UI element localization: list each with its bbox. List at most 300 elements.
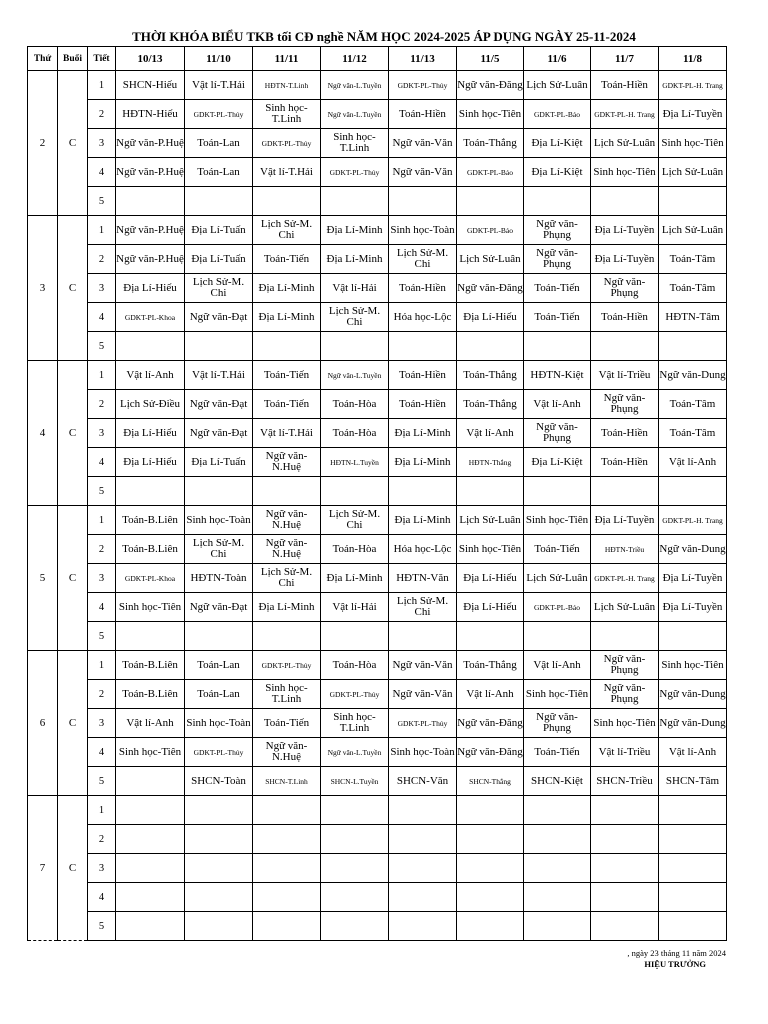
lesson-cell: Toán-Thắng (457, 361, 524, 390)
lesson-cell: Vật lí-Hải (321, 274, 389, 303)
lesson-cell: SHCN-L.Tuyền (321, 767, 389, 796)
period-cell: 1 (88, 71, 116, 100)
period-cell: 5 (88, 332, 116, 361)
lesson-cell (524, 883, 591, 912)
lesson-cell: Sinh học-Tiên (524, 680, 591, 709)
session-cell: C (58, 796, 88, 941)
lesson-cell (457, 187, 524, 216)
lesson-cell: Sinh học-Tiên (524, 506, 591, 535)
lesson-cell: Toán-Tâm (659, 245, 727, 274)
period-cell: 5 (88, 187, 116, 216)
lesson-cell: Lịch Sử-Luân (457, 506, 524, 535)
lesson-cell: Toán-Tâm (659, 390, 727, 419)
lesson-cell: GDKT-PL-Bảo (524, 593, 591, 622)
lesson-cell: Toán-Hiền (389, 361, 457, 390)
period-cell: 2 (88, 825, 116, 854)
lesson-cell: Toán-B.Liên (116, 535, 185, 564)
lesson-cell: HĐTN-Thắng (457, 448, 524, 477)
lesson-cell: Ngữ văn-Phụng (591, 651, 659, 680)
lesson-cell: GDKT-PL-H. Trang (659, 71, 727, 100)
lesson-row (28, 564, 727, 593)
period-cell: 3 (88, 419, 116, 448)
lesson-cell (321, 912, 389, 941)
lesson-cell: HĐTN-Toàn (185, 564, 253, 593)
lesson-cell: Toán-Thắng (457, 129, 524, 158)
lesson-cell: Toán-Hiền (389, 100, 457, 129)
lesson-cell (457, 825, 524, 854)
period-cell: 5 (88, 912, 116, 941)
lesson-cell: Toán-Hiền (389, 274, 457, 303)
lesson-row (28, 71, 727, 100)
lesson-cell: Địa Lí-Hiếu (457, 564, 524, 593)
lesson-cell: Toán-Tiến (524, 303, 591, 332)
lesson-cell (524, 622, 591, 651)
period-cell: 5 (88, 477, 116, 506)
header-class: 11/11 (253, 47, 321, 71)
lesson-cell (457, 477, 524, 506)
lesson-cell: Toán-Tiến (253, 390, 321, 419)
lesson-row (28, 506, 727, 535)
lesson-cell: Toán-Tâm (659, 419, 727, 448)
lesson-cell: Vật lí-Triều (591, 361, 659, 390)
session-cell: C (58, 361, 88, 506)
lesson-cell (116, 622, 185, 651)
lesson-cell (116, 332, 185, 361)
lesson-cell (591, 796, 659, 825)
lesson-cell: Toán-Tiến (253, 361, 321, 390)
lesson-cell: GDKT-PL-Thủy (185, 738, 253, 767)
lesson-cell: Ngữ văn-Đăng (457, 738, 524, 767)
lesson-cell: Toán-Tiến (253, 245, 321, 274)
lesson-cell (321, 825, 389, 854)
lesson-cell: HĐTN-Văn (389, 564, 457, 593)
lesson-cell: Vật lí-Anh (524, 651, 591, 680)
lesson-row (28, 912, 727, 941)
lesson-cell (321, 854, 389, 883)
lesson-cell (591, 883, 659, 912)
lesson-cell: Ngữ văn-Phụng (591, 680, 659, 709)
lesson-cell: Địa Lí-Kiệt (524, 448, 591, 477)
period-cell: 3 (88, 129, 116, 158)
lesson-cell (116, 767, 185, 796)
lesson-cell (524, 854, 591, 883)
lesson-cell (389, 796, 457, 825)
lesson-cell: Toán-Tiến (524, 738, 591, 767)
lesson-cell: Ngữ văn-N.Huệ (253, 448, 321, 477)
lesson-cell: SHCN-Tâm (659, 767, 727, 796)
header-row (28, 47, 727, 71)
lesson-cell: Ngữ văn-Đạt (185, 419, 253, 448)
lesson-cell: Sinh học-Tiên (591, 158, 659, 187)
lesson-row (28, 332, 727, 361)
lesson-cell: Địa Lí-Tuyền (659, 564, 727, 593)
lesson-cell: Toán-Hòa (321, 390, 389, 419)
lesson-row (28, 651, 727, 680)
lesson-row (28, 709, 727, 738)
lesson-cell (457, 912, 524, 941)
lesson-cell: Vật lí-Anh (659, 738, 727, 767)
lesson-cell: Địa Lí-Minh (389, 419, 457, 448)
lesson-cell: Địa Lí-Kiệt (524, 158, 591, 187)
lesson-cell: Lịch Sử-M. Chi (321, 303, 389, 332)
lesson-cell: Địa Lí-Tuấn (185, 216, 253, 245)
period-cell: 2 (88, 680, 116, 709)
session-cell: C (58, 651, 88, 796)
lesson-row (28, 158, 727, 187)
lesson-cell: HĐTN-L.Tuyền (321, 448, 389, 477)
lesson-cell: Lịch Sử-Luân (659, 158, 727, 187)
period-cell: 4 (88, 738, 116, 767)
lesson-cell: Địa Lí-Minh (253, 303, 321, 332)
lesson-cell: Lịch Sử-M. Chi (389, 593, 457, 622)
lesson-cell: SHCN-T.Linh (253, 767, 321, 796)
lesson-row (28, 274, 727, 303)
header-period: Tiết (88, 47, 116, 71)
period-cell: 2 (88, 390, 116, 419)
lesson-cell (659, 477, 727, 506)
lesson-row (28, 680, 727, 709)
lesson-cell (659, 187, 727, 216)
lesson-row (28, 622, 727, 651)
lesson-cell: GDKT-PL-Bảo (524, 100, 591, 129)
lesson-cell (321, 796, 389, 825)
lesson-cell (116, 912, 185, 941)
lesson-cell: Ngữ văn-N.Huệ (253, 535, 321, 564)
lesson-cell (253, 854, 321, 883)
lesson-cell (659, 796, 727, 825)
lesson-cell (659, 825, 727, 854)
lesson-cell: Ngữ văn-Phụng (591, 390, 659, 419)
lesson-cell: Sinh học-Tiên (659, 129, 727, 158)
day-cell: 7 (28, 796, 58, 941)
lesson-cell: Toán-Hiền (389, 390, 457, 419)
lesson-cell: Toán-Tiến (524, 535, 591, 564)
lesson-cell: Địa Lí-Minh (389, 506, 457, 535)
lesson-cell: Vật lí-T.Hải (253, 419, 321, 448)
lesson-row (28, 390, 727, 419)
lesson-cell (389, 477, 457, 506)
lesson-cell (457, 332, 524, 361)
lesson-cell: Địa Lí-Minh (321, 564, 389, 593)
lesson-cell: GDKT-PL-Thủy (185, 100, 253, 129)
lesson-cell (116, 883, 185, 912)
lesson-cell: Sinh học-T.Linh (321, 129, 389, 158)
period-cell: 2 (88, 535, 116, 564)
lesson-cell (185, 796, 253, 825)
lesson-cell (321, 477, 389, 506)
lesson-cell (185, 883, 253, 912)
lesson-cell: Ngữ văn-Phụng (524, 216, 591, 245)
lesson-cell (659, 332, 727, 361)
lesson-cell: SHCN-Toàn (185, 767, 253, 796)
lesson-cell: Ngữ văn-Phụng (524, 709, 591, 738)
lesson-cell: Vật lí-Anh (457, 680, 524, 709)
lesson-cell: Toán-Lan (185, 129, 253, 158)
lesson-row (28, 245, 727, 274)
lesson-row (28, 883, 727, 912)
lesson-cell: SHCN-Văn (389, 767, 457, 796)
lesson-row (28, 361, 727, 390)
lesson-cell: Sinh học-Tiên (116, 593, 185, 622)
lesson-cell: Sinh học-T.Linh (253, 100, 321, 129)
lesson-cell (659, 883, 727, 912)
lesson-cell: Ngữ văn-Văn (389, 129, 457, 158)
lesson-cell: Sinh học-Toàn (185, 709, 253, 738)
lesson-cell: GDKT-PL-Thủy (253, 129, 321, 158)
lesson-cell: GDKT-PL-Bảo (457, 216, 524, 245)
lesson-cell: Toán-B.Liên (116, 651, 185, 680)
lesson-cell: Hóa học-Lộc (389, 303, 457, 332)
lesson-cell: Ngữ văn-Đăng (457, 709, 524, 738)
lesson-cell: Toán-Hiền (591, 303, 659, 332)
period-cell: 4 (88, 593, 116, 622)
lesson-cell (116, 187, 185, 216)
lesson-cell (253, 477, 321, 506)
period-cell: 4 (88, 448, 116, 477)
lesson-cell: Ngữ văn-Văn (389, 651, 457, 680)
lesson-cell: Ngữ văn-Đạt (185, 593, 253, 622)
lesson-cell: Lịch Sử-Luân (659, 216, 727, 245)
lesson-cell: Toán-Tiến (253, 709, 321, 738)
lesson-cell: Sinh học-T.Linh (253, 680, 321, 709)
lesson-cell: Lịch Sử-M. Chi (185, 274, 253, 303)
lesson-cell: Lịch Sử-Luân (457, 245, 524, 274)
lesson-cell: Địa Lí-Hiếu (457, 303, 524, 332)
lesson-cell: Địa Lí-Hiếu (116, 274, 185, 303)
header-class: 11/6 (524, 47, 591, 71)
lesson-cell (253, 796, 321, 825)
lesson-cell: Toán-Lan (185, 158, 253, 187)
lesson-row (28, 129, 727, 158)
lesson-cell: SHCN-Kiệt (524, 767, 591, 796)
lesson-cell: Địa Lí-Hiếu (116, 419, 185, 448)
header-session: Buổi (58, 47, 88, 71)
lesson-cell: Địa Lí-Minh (253, 274, 321, 303)
header-day: Thứ (28, 47, 58, 71)
period-cell: 3 (88, 274, 116, 303)
lesson-row (28, 303, 727, 332)
lesson-row (28, 854, 727, 883)
lesson-row (28, 477, 727, 506)
lesson-cell: GDKT-PL-Thủy (321, 680, 389, 709)
lesson-cell (524, 796, 591, 825)
period-cell: 4 (88, 158, 116, 187)
lesson-cell (524, 825, 591, 854)
lesson-cell (321, 622, 389, 651)
lesson-row (28, 825, 727, 854)
lesson-cell: Ngữ văn-L.Tuyền (321, 361, 389, 390)
lesson-row (28, 448, 727, 477)
lesson-cell: Địa Lí-Hiếu (457, 593, 524, 622)
header-class: 11/12 (321, 47, 389, 71)
lesson-cell: Toán-Thắng (457, 390, 524, 419)
lesson-cell (116, 825, 185, 854)
period-cell: 1 (88, 216, 116, 245)
period-cell: 5 (88, 622, 116, 651)
lesson-cell: Địa Lí-Minh (389, 448, 457, 477)
signatory-title: HIỆU TRƯỞNG (644, 959, 706, 969)
lesson-cell (253, 825, 321, 854)
lesson-cell: GDKT-PL-Thủy (253, 651, 321, 680)
lesson-row (28, 419, 727, 448)
lesson-cell: GDKT-PL-Thủy (389, 71, 457, 100)
lesson-cell: GDKT-PL-Thủy (321, 158, 389, 187)
day-cell: 6 (28, 651, 58, 796)
timetable-body (28, 71, 727, 941)
lesson-cell: SHCN-Hiếu (116, 71, 185, 100)
lesson-cell: Toán-Hòa (321, 651, 389, 680)
lesson-cell: Hóa học-Lộc (389, 535, 457, 564)
day-cell: 3 (28, 216, 58, 361)
lesson-cell: Địa Lí-Minh (321, 245, 389, 274)
lesson-cell (321, 187, 389, 216)
lesson-cell (116, 477, 185, 506)
header-class: 11/13 (389, 47, 457, 71)
lesson-cell: Ngữ văn-Dung (659, 680, 727, 709)
lesson-cell: Toán-Hiền (591, 419, 659, 448)
lesson-cell (253, 883, 321, 912)
lesson-cell (389, 883, 457, 912)
lesson-cell: Ngữ văn-Đạt (185, 303, 253, 332)
lesson-cell: Lịch Sử-Luân (591, 593, 659, 622)
lesson-cell (185, 187, 253, 216)
lesson-cell: Lịch Sử-M. Chi (321, 506, 389, 535)
period-cell: 3 (88, 854, 116, 883)
lesson-cell: Ngữ văn-P.Huệ (116, 245, 185, 274)
lesson-cell: GDKT-PL-Bảo (457, 158, 524, 187)
lesson-cell: Sinh học-T.Linh (321, 709, 389, 738)
lesson-cell (321, 332, 389, 361)
period-cell: 2 (88, 245, 116, 274)
lesson-cell: SHCN-Thắng (457, 767, 524, 796)
day-cell: 5 (28, 506, 58, 651)
lesson-cell: GDKT-PL-H. Trang (659, 506, 727, 535)
lesson-cell: Ngữ văn-Đăng (457, 71, 524, 100)
lesson-cell: Địa Lí-Tuyền (591, 216, 659, 245)
lesson-cell (185, 622, 253, 651)
lesson-cell: Lịch Sử-M. Chi (389, 245, 457, 274)
lesson-cell: Lịch Sử-M. Chi (185, 535, 253, 564)
lesson-row (28, 187, 727, 216)
lesson-cell: Ngữ văn-P.Huệ (116, 216, 185, 245)
lesson-cell (524, 187, 591, 216)
lesson-cell: Toán-Tiến (524, 274, 591, 303)
lesson-cell: GDKT-PL-Thủy (389, 709, 457, 738)
lesson-cell (185, 477, 253, 506)
lesson-cell: GDKT-PL-H. Trang (591, 100, 659, 129)
lesson-cell (253, 622, 321, 651)
lesson-cell: GDKT-PL-Khoa (116, 564, 185, 593)
lesson-cell: Vật lí-Hải (321, 593, 389, 622)
period-cell: 2 (88, 100, 116, 129)
lesson-cell: Sinh học-Tiên (457, 100, 524, 129)
lesson-cell: Địa Lí-Tuấn (185, 448, 253, 477)
lesson-cell: Địa Lí-Tuyền (659, 100, 727, 129)
lesson-cell: Ngữ văn-N.Huệ (253, 506, 321, 535)
lesson-cell (591, 825, 659, 854)
lesson-cell (524, 912, 591, 941)
lesson-cell: Toán-Hiền (591, 71, 659, 100)
lesson-cell (591, 477, 659, 506)
lesson-cell (659, 622, 727, 651)
lesson-cell: Ngữ văn-Đạt (185, 390, 253, 419)
session-cell: C (58, 506, 88, 651)
lesson-cell: GDKT-PL-H. Trang (591, 564, 659, 593)
lesson-cell (457, 883, 524, 912)
session-cell: C (58, 71, 88, 216)
lesson-cell: Địa Lí-Hiếu (116, 448, 185, 477)
lesson-cell: Địa Lí-Tuyền (591, 245, 659, 274)
lesson-cell: Toán-Lan (185, 651, 253, 680)
lesson-row (28, 796, 727, 825)
lesson-cell: Toán-Thắng (457, 651, 524, 680)
lesson-cell: HĐTN-Tâm (659, 303, 727, 332)
lesson-cell (253, 332, 321, 361)
lesson-row (28, 535, 727, 564)
lesson-cell (659, 912, 727, 941)
period-cell: 5 (88, 767, 116, 796)
lesson-cell (389, 854, 457, 883)
header-class: 11/5 (457, 47, 524, 71)
lesson-cell: Vật lí-Anh (524, 390, 591, 419)
lesson-cell: Toán-B.Liên (116, 680, 185, 709)
lesson-cell: Sinh học-Tiên (116, 738, 185, 767)
period-cell: 1 (88, 651, 116, 680)
signature-block (627, 948, 726, 970)
lesson-cell: Ngữ văn-Văn (389, 680, 457, 709)
lesson-cell: Sinh học-Toàn (185, 506, 253, 535)
lesson-cell: HĐTN-Kiệt (524, 361, 591, 390)
period-cell: 3 (88, 564, 116, 593)
lesson-cell (389, 825, 457, 854)
lesson-cell: Ngữ văn-L.Tuyền (321, 71, 389, 100)
lesson-cell: Địa Lí-Tuyền (591, 506, 659, 535)
lesson-cell: Sinh học-Tiên (457, 535, 524, 564)
lesson-cell: HĐTN-Hiếu (116, 100, 185, 129)
lesson-cell (185, 825, 253, 854)
day-cell: 2 (28, 71, 58, 216)
lesson-cell: Vật lí-Triều (591, 738, 659, 767)
lesson-cell: Lịch Sử-Luân (524, 71, 591, 100)
lesson-cell: Lịch Sử-M. Chi (253, 564, 321, 593)
lesson-cell (457, 622, 524, 651)
lesson-cell: Sinh học-Tiên (591, 709, 659, 738)
lesson-row (28, 216, 727, 245)
lesson-cell: Toán-B.Liên (116, 506, 185, 535)
lesson-cell: Địa Lí-Tuyền (659, 593, 727, 622)
header-class: 11/8 (659, 47, 727, 71)
lesson-row (28, 767, 727, 796)
lesson-cell (116, 796, 185, 825)
lesson-cell (591, 854, 659, 883)
lesson-cell: Sinh học-Toàn (389, 216, 457, 245)
lesson-cell (457, 796, 524, 825)
lesson-cell: Lịch Sử-Điều (116, 390, 185, 419)
lesson-cell: Vật lí-T.Hải (185, 361, 253, 390)
lesson-cell: Ngữ văn-P.Huệ (116, 158, 185, 187)
session-cell: C (58, 216, 88, 361)
lesson-cell: Vật lí-T.Hải (185, 71, 253, 100)
lesson-cell (591, 332, 659, 361)
lesson-cell: Toán-Hiền (591, 448, 659, 477)
lesson-cell (591, 912, 659, 941)
lesson-cell: Toán-Lan (185, 680, 253, 709)
lesson-cell: Ngữ văn-Đăng (457, 274, 524, 303)
timetable (27, 46, 727, 941)
lesson-cell: Ngữ văn-L.Tuyền (321, 738, 389, 767)
lesson-cell: Lịch Sử-M. Chi (253, 216, 321, 245)
lesson-cell: Ngữ văn-L.Tuyền (321, 100, 389, 129)
